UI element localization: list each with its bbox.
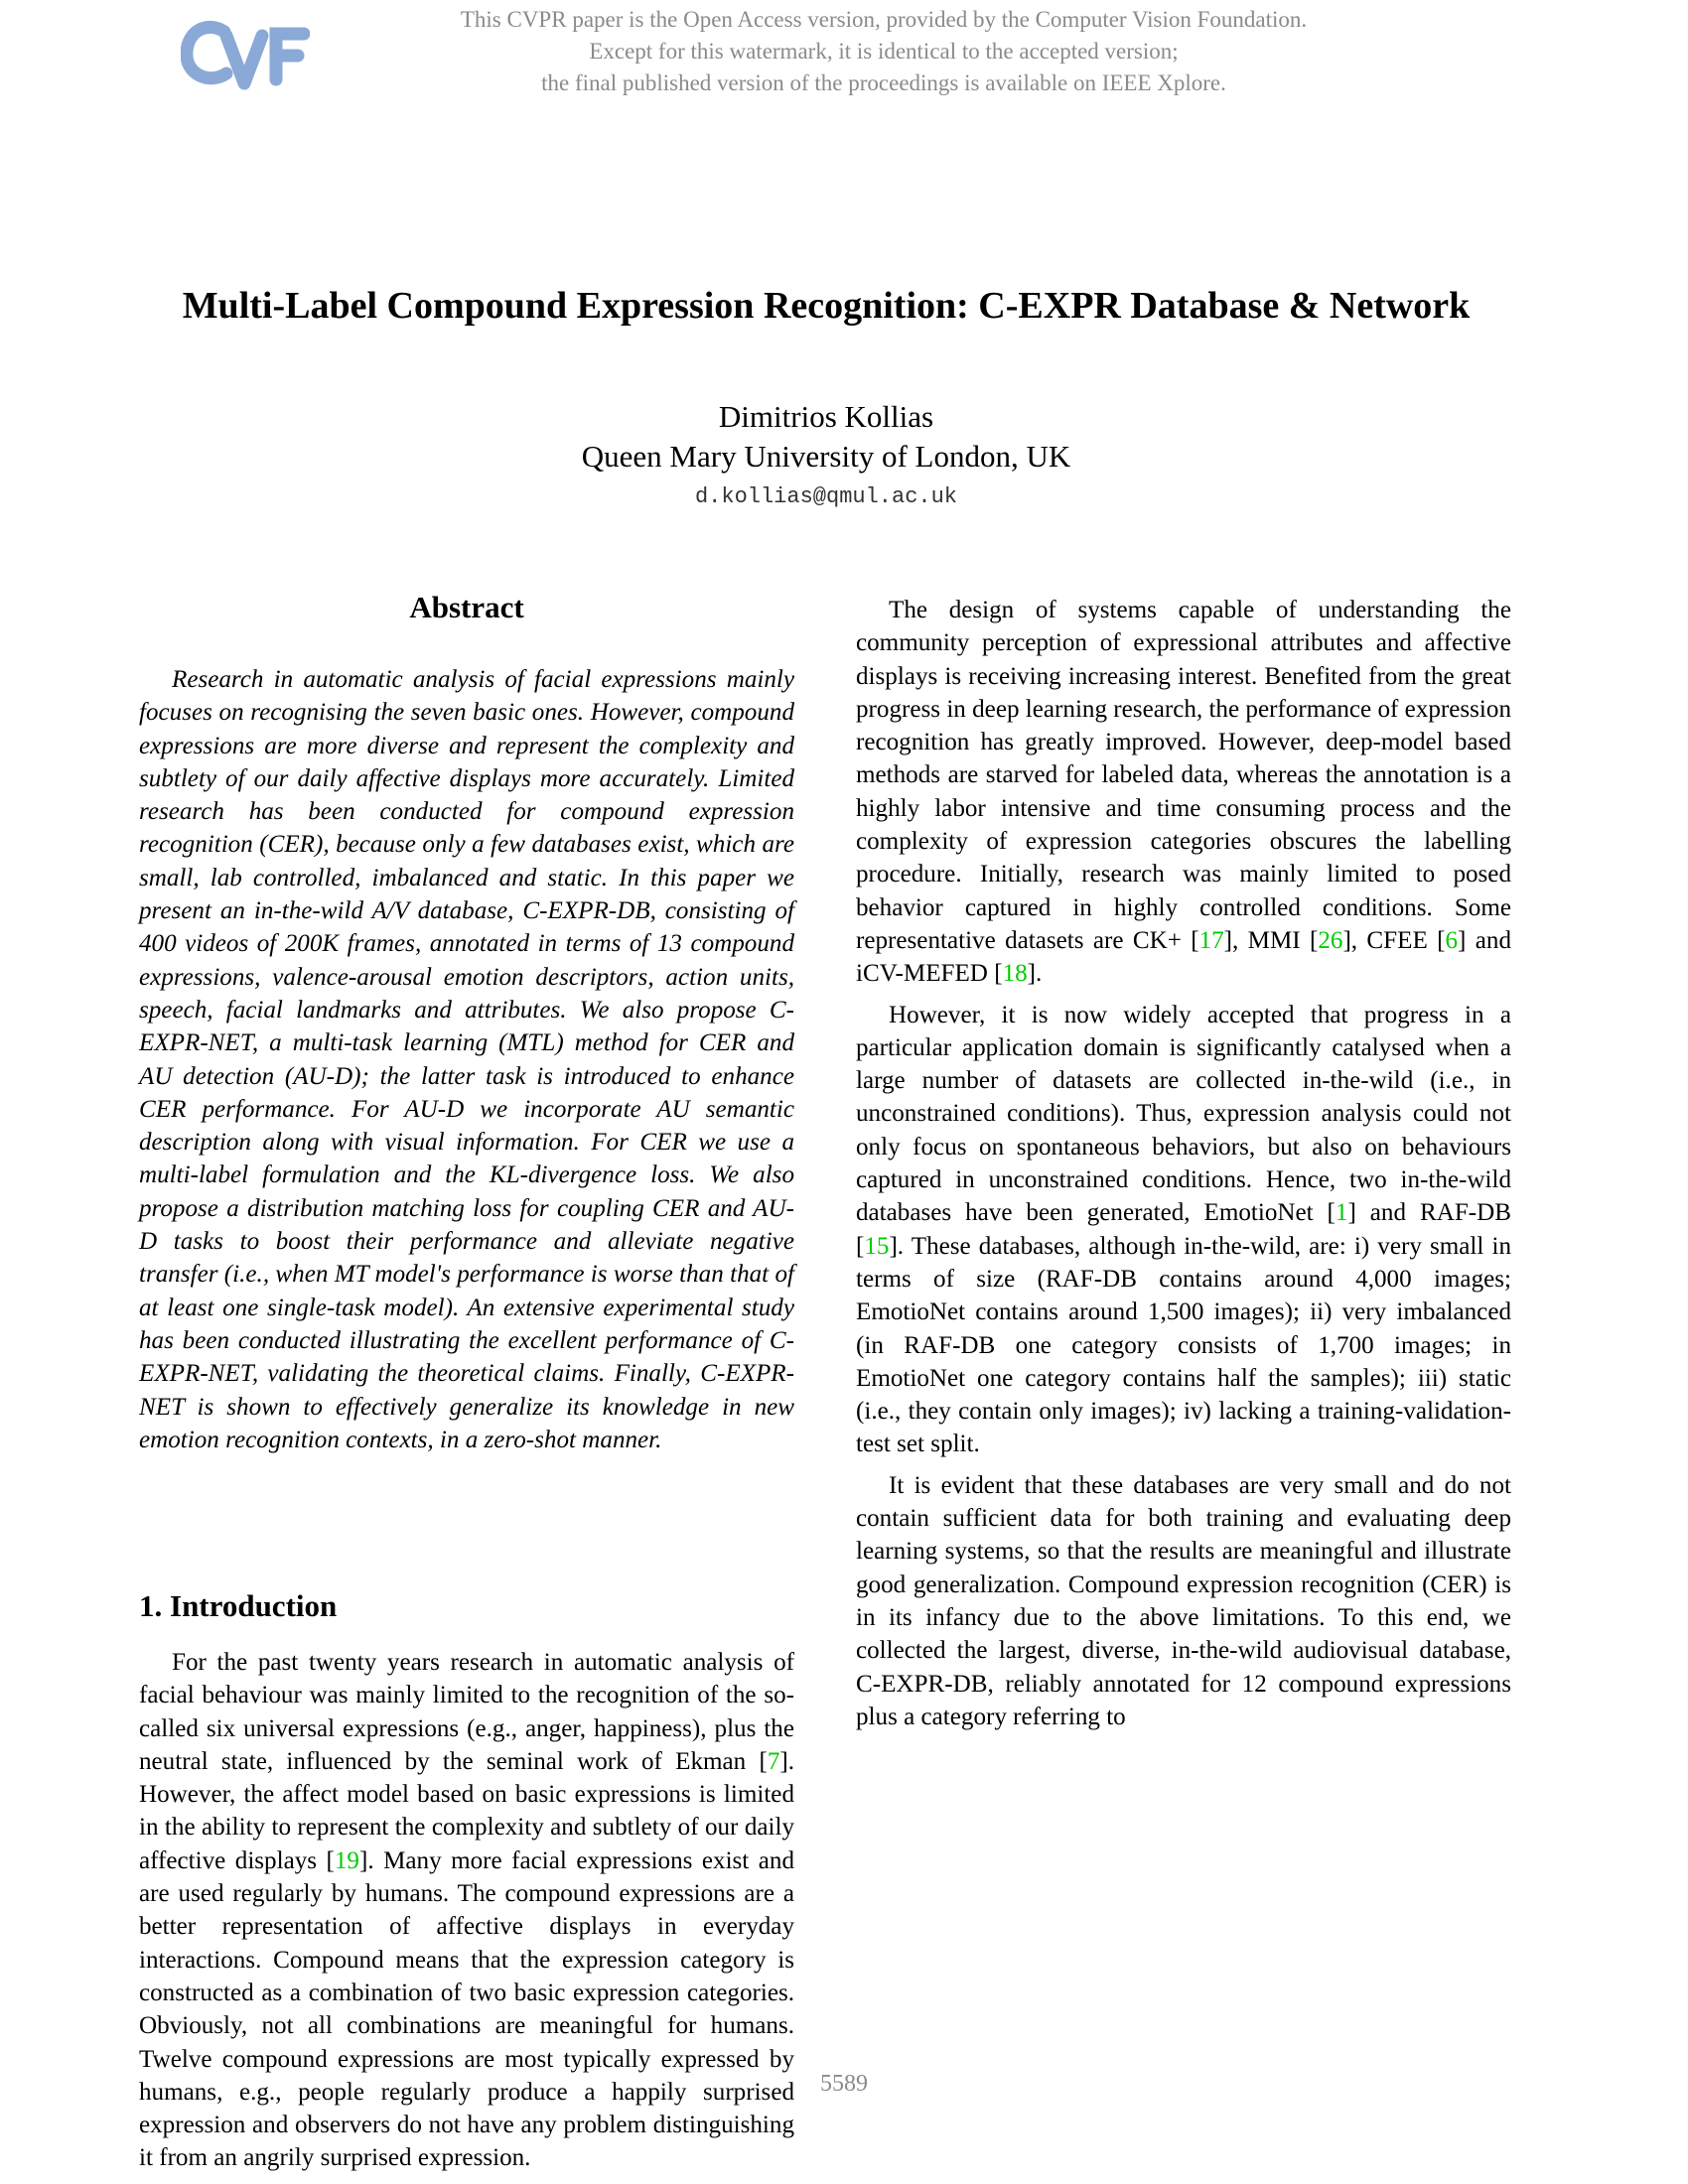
author-name: Dimitrios Kollias xyxy=(718,399,934,434)
citation-link[interactable]: 1 xyxy=(1335,1199,1348,1227)
text-run: ], MMI [ xyxy=(1223,926,1319,954)
section-heading-introduction: 1. Introduction xyxy=(139,1588,338,1623)
intro-paragraph-2 xyxy=(856,594,1511,991)
text-run: ] and iCV-MEFED [ xyxy=(856,926,1511,988)
intro-paragraph-1-start xyxy=(139,1646,794,2175)
paper-title: Multi-Label Compound Expression Recognition: C-EXPR Database & Network xyxy=(182,285,1471,327)
text-run: ]. Many more facial expressions exist and are used regularly by humans. The compound expressions are a better representation of affective displays in everyday interactions. Compound means that the expression category is constructed as a combination of two basic expression categories. Obviously, not all combinations are meaningful for humans. Twelve compound expressions are most typically expressed by humans, e.g., people regularly produce a happily surprised expression and observers do not have any problem distinguishing it from an angrily surprised expression. xyxy=(139,1846,794,2172)
citation-link[interactable]: 18 xyxy=(1002,960,1028,988)
text-run: The design of systems capable of understanding the community perception of expressional attributes and affective displays is receiving increasing interest. Benefited from the great progress in deep learning research, the performance of expression recognition has greatly improved. However, deep-model based methods are starved for labeled data, whereas the annotation is a highly labor intensive and time consuming process and the complexity of expression categories obscures the labelling procedure. Initially, research was mainly limited to posed behavior captured in highly controlled conditions. Some representative datasets are CK+ [ xyxy=(856,597,1511,954)
citation-link[interactable]: 7 xyxy=(767,1747,780,1775)
watermark-line: Except for this watermark, it is identical to the accepted version; xyxy=(589,39,1179,64)
citation-link[interactable]: 17 xyxy=(1198,926,1224,954)
intro-paragraph-3 xyxy=(856,999,1511,1461)
abstract-heading: Abstract xyxy=(409,590,524,624)
text-run: ]. These databases, although in-the-wild, are: i) very small in terms of size (RAF-DB contains around 4,000 images; EmotioNet contains around 1,500 images); ii) very imbalanced (in RAF-DB one category consists of 1,700 images; in EmotioNet one category contains half the samples); iii) static (i.e., they contain only images); iv) lacking a training-validation-test set split. xyxy=(856,1232,1511,1458)
text-run: However, it is now widely accepted that progress in a particular application domain is significantly catalysed when a large number of datasets are collected in-the-wild (i.e., in unconstrained conditions). Thus, expression analysis could not only focus on spontaneous behaviors, but also on behaviours captured in unconstrained conditions. Hence, two in-the-wild databases have been generated, EmotioNet [ xyxy=(856,1001,1511,1227)
author-affiliation: Queen Mary University of London, UK xyxy=(581,439,1071,474)
cvf-logo xyxy=(181,14,310,95)
author-email[interactable]: d.kollias@qmul.ac.uk xyxy=(694,484,958,509)
right-column xyxy=(856,594,1511,1741)
citation-link[interactable]: 26 xyxy=(1318,926,1343,954)
intro-paragraph-4: It is evident that these databases are very small and do not contain sufficient data for both training and evaluating deep learning systems, so that the results are meaningful and illustrate good generalization. Compound expression recognition (CER) is in its infancy due to the above limitations. To this end, we collected the largest, diverse, in-the-wild audiovisual database, C-EXPR-DB, reliably annotated for 12 compound expressions plus a category referring to xyxy=(856,1471,1511,1730)
open-access-watermark xyxy=(338,4,1430,99)
cvf-logo-mark xyxy=(181,14,310,95)
text-run: For the past twenty years research in automatic analysis of facial behaviour was mainly limited to the recognition of the so-called six universal expressions (e.g., anger, happiness), plus the neutral state, influenced by the seminal work of Ekman [ xyxy=(139,1649,794,1775)
watermark-line: This CVPR paper is the Open Access version, provided by the Computer Vision Foundation. xyxy=(460,7,1308,32)
text-run: ], CFEE [ xyxy=(1342,926,1446,954)
citation-link[interactable]: 15 xyxy=(864,1232,890,1260)
text-run: ] and RAF-DB [ xyxy=(856,1199,1511,1260)
watermark-line: the final published version of the proceedings is available on IEEE Xplore. xyxy=(541,70,1226,95)
citation-link[interactable]: 6 xyxy=(1445,926,1459,954)
page-number: 5589 xyxy=(820,2071,868,2097)
abstract-text: Research in automatic analysis of facial expressions mainly focuses on recognising the seven basic ones. However, compound expressions are more diverse and represent the complexity and subtlety of our daily affective displays more accurately. Limited research has been conducted for compound expression recognition (CER), because only a few databases exist, which are small, lab controlled, imbalanced and static. In this paper we present an in-the-wild A/V database, C-EXPR-DB, consisting of 400 videos of 200K frames, annotated in terms of 13 compound expressions, valence-arousal emotion descriptors, action units, speech, facial landmarks and attributes. We also propose C-EXPR-NET, a multi-task learning (MTL) method for CER and AU detection (AU-D); the latter task is introduced to enhance CER performance. For AU-D we incorporate AU semantic description along with visual information. For CER we use a multi-label formulation and the KL-divergence loss. We also propose a distribution matching loss for coupling CER and AU-D tasks to boost their performance and alleviate negative transfer (i.e., when MT model's performance is worse than that of at least one single-task model). An extensive experimental study has been conducted illustrating the excellent performance of C-EXPR-NET, validating the theoretical claims. Finally, C-EXPR-NET is shown to effectively generalize its knowledge in new emotion recognition contexts, in a zero-shot manner. xyxy=(139,666,794,1453)
citation-link[interactable]: 19 xyxy=(334,1846,359,1874)
text-run: ]. xyxy=(1027,960,1043,988)
text-run: ]. However, the affect model based on basic expressions is limited in the ability to represent the complexity and subtlety of our daily affective displays [ xyxy=(139,1747,794,1874)
